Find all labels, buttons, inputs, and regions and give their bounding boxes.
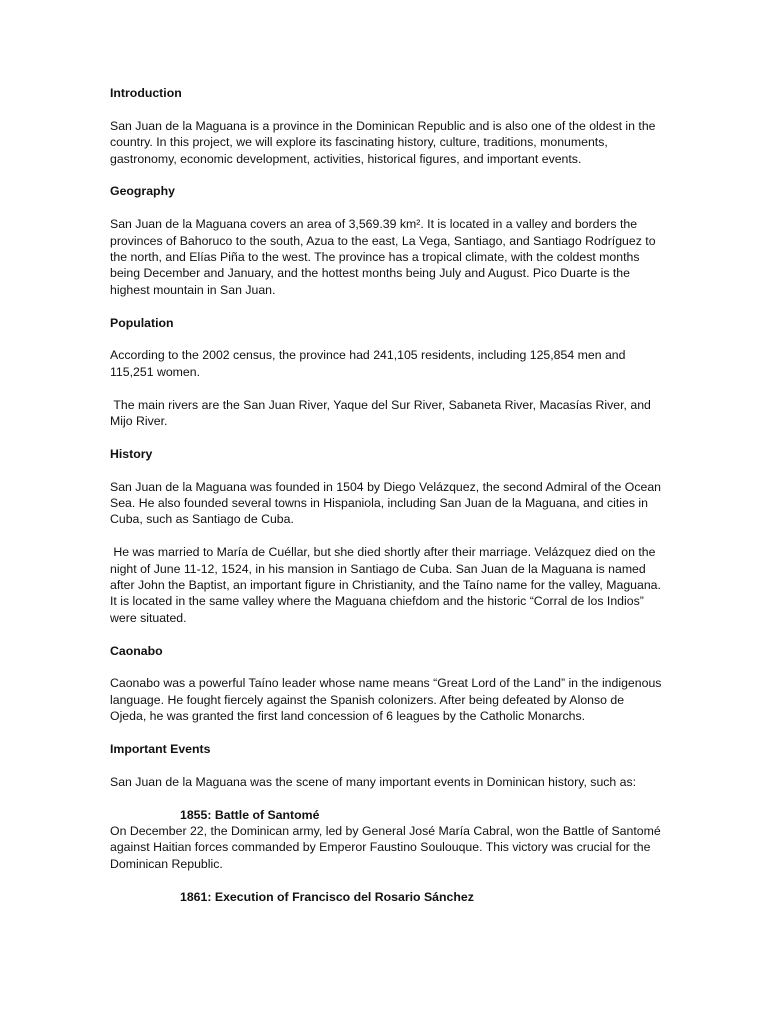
event-title-battle-of-santome: 1855: Battle of Santomé [180, 807, 320, 822]
spacer [110, 167, 662, 183]
paragraph-caonabo: Caonabo was a powerful Taíno leader whose name means “Great Lord of the Land” in the indigenous language. He fought fiercely against the Spanish colonizers. After being defeated by Alonso de Ojeda, he was granted the first land concession of 6 leagues by the Catholic Monarchs. [110, 676, 662, 724]
document-page [110, 85, 665, 905]
spacer [110, 659, 662, 675]
paragraph-introduction: San Juan de la Maguana is a province in the Dominican Republic and is also one of the oldest in the country. In this project, we will explore its fascinating history, culture, traditions, monuments, gastronomy, economic development, activities, historical figures, and important events. [110, 118, 656, 166]
paragraph-history-velazquez: He was married to María de Cuéllar, but she died shortly after their marriage. Velázquez died on the night of June 11-12, 1524, in his mansion in Santiago de Cuba. San Juan de la Maguana is named after John the Baptist, an important figure in Christianity, and the Taíno name for the valley, Maguana. It is located in the same valley where the Maguana chiefdom and the historic “Corral de los Indios” were situated. [110, 545, 665, 625]
spacer [110, 200, 662, 216]
spacer [110, 790, 662, 806]
heading-history: History [110, 446, 153, 461]
paragraph-events-intro: San Juan de la Maguana was the scene of many important events in Dominican history, such as: [110, 774, 637, 789]
paragraph-population-rivers: The main rivers are the San Juan River, Yaque del Sur River, Sabaneta River, Macasías River, and Mijo River. [110, 397, 655, 429]
spacer [110, 101, 662, 117]
heading-introduction: Introduction [110, 86, 182, 100]
spacer [110, 757, 662, 773]
spacer [110, 380, 662, 396]
event-title-execution-sanchez: 1861: Execution of Francisco del Rosario Sánchez [180, 889, 474, 904]
paragraph-event-battle-of-santome: On December 22, the Dominican army, led by General José María Cabral, won the Battle of Santomé against Haitian forces commanded by Emperor Faustino Soulouque. This victory was crucial for the Dominican Republic. [110, 824, 661, 871]
heading-geography: Geography [110, 184, 175, 199]
spacer [110, 626, 662, 642]
spacer [110, 462, 662, 478]
spacer [110, 331, 662, 347]
paragraph-history-founding: San Juan de la Maguana was founded in 1504 by Diego Velázquez, the second Admiral of the Ocean Sea. He also founded several towns in Hispaniola, including San Juan de la Maguana, and cities in Cuba, such as Santiago de Cuba. [110, 479, 662, 527]
spacer [110, 298, 662, 314]
heading-population: Population [110, 315, 174, 330]
spacer [110, 725, 662, 741]
paragraph-geography: San Juan de la Maguana covers an area of 3,569.39 km². It is located in a valley and borders the provinces of Bahoruco to the south, Azua to the east, La Vega, Santiago, and Santiago Rodríguez to the north, and Elías Piña to the west. The province has a tropical climate, with the coldest months being December and January, and the hottest months being July and August. Pico Duarte is the highest mountain in San Juan. [110, 217, 656, 297]
heading-caonabo: Caonabo [110, 643, 163, 658]
spacer [110, 528, 662, 544]
heading-important-events: Important Events [110, 742, 211, 757]
spacer [110, 429, 662, 445]
paragraph-population-census: According to the 2002 census, the province had 241,105 residents, including 125,854 men and 115,251 women. [110, 348, 626, 379]
spacer [110, 872, 662, 888]
